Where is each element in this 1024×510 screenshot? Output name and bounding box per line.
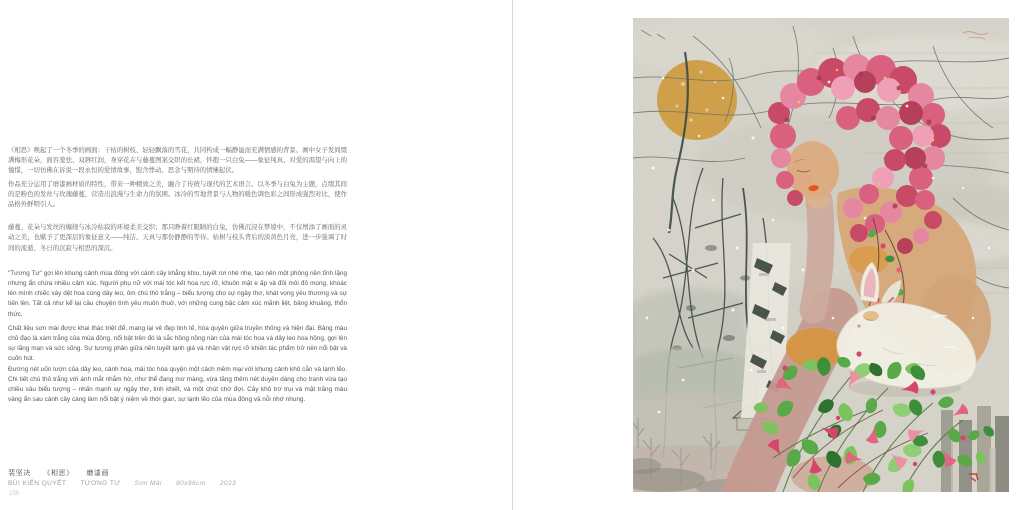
artwork-caption bbox=[8, 468, 248, 487]
paragraph-zh-1: 《相思》唤起了一个冬季的画面：干枯的树枝、轻轻飘落的雪花，共同构成一幅静谧而充满情感的背景。画中女子发间缀满梅形花朵，面容羞怯、双唇红润，身穿花卉与藤蔓图案交织的长裙，怀抱一只白兔——象征纯真、对爱的渴望与向上的憧憬，一切仿佛在诉说一段永恒的爱情故事，饱含悸动、思念与期待的情愫起伏。 bbox=[8, 147, 347, 175]
paragraph-vi-1: "Tương Tư" gợi lên khung cảnh mùa đông với cành cây khẳng khiu, tuyết rơi nhè nhẹ, tạo nên một phông nền tĩnh lặng nhưng ẩn chứa nhiều cảm xúc. Người phụ nữ với mái tóc kết hoa rực rỡ, khuôn mặt e ấp và đôi môi đỏ mọng, khoác lên mình chiếc váy dệt hoa cùng dây leo, ôm chú thỏ trắng – biểu tượng cho sự ngây thơ, khát vọng yêu thương và sự tiến lên. Tất cả như kể lại câu chuyện tình yêu muôn thuở, với những cung bậc cảm xúc mãnh liệt, bâng khuâng, thổn thức. bbox=[8, 269, 347, 318]
forearm bbox=[813, 200, 821, 310]
artwork-title-zh: 《相思》 bbox=[43, 470, 74, 477]
artwork-dimensions: 80x96cm bbox=[176, 480, 206, 487]
left-page-text-column bbox=[8, 146, 347, 405]
artwork-year: 2023 bbox=[219, 480, 237, 487]
paragraph-zh-2: 作品充分运用了磨漆画材质的特性，带来一种精致之美，融合了传统与现代的艺术语言。以冬季与白兔为主题，点缀其间的是粉色的发丝与玫瑰藤蔓，营造出浪漫与生命力的氛围。冰冷的雪地背景与人物的暖色调色彩之间形成强烈对比，使作品格外鲜明引人。 bbox=[8, 180, 347, 209]
paragraph-vi-3: Đường nét uốn lượn của dây leo, cành hoa, mái tóc hòa quyện một cách mềm mại với khung cảnh khô cằn và lạnh lẽo. Chi tiết chú thỏ trắng với ánh mắt nhắm hờ, như thể đang mơ màng, vừa tăng thêm nét duyên dáng cho tranh vừa tạo chiều sâu biểu tượng – nhấn mạnh sự ngây thơ, tinh khiết, và một chút chờ đợi. Cây khô trơ trụi và mặt trăng màu vàng ẩn sau cành cây càng làm nổi bật ý niệm về thời gian, sự lạnh lẽo của mùa đông và nỗi nhớ nhung. bbox=[8, 365, 347, 404]
painting-tuong-tu bbox=[633, 18, 1009, 492]
caption-line-zh bbox=[8, 468, 248, 478]
page-gutter-line bbox=[512, 0, 513, 510]
paragraph-zh-3: 藤蔓、花朵与发丝的缠绕与冰冷枯寂的环境柔美交织；那只睁着红眼睛的白兔，仿佛沉浸在梦境中，不仅增添了画面的灵动之美，也赋予了更深层的象征意义——纯洁、天真与那份静静的等待。枯树与枝头背后的淡黄色月亮，进一步强调了时间的流逝、冬日的沉寂与相思的深沉。 bbox=[8, 224, 347, 252]
artist-name-vi: BÙI KIẾN QUYẾT bbox=[8, 480, 67, 487]
artwork-title-vi: TƯƠNG TƯ bbox=[80, 480, 121, 487]
yellow-moon bbox=[657, 60, 737, 140]
medium-zh: 磨漆画 bbox=[86, 470, 110, 477]
paragraph-vi-2: Chất liệu sơn mài được khai thác triệt để, mang lại vẻ đẹp tinh tế, hòa quyện giữa truyền thống và hiện đại. Bảng màu chủ đạo là xám trắng của mùa đông, nổi bật trên đó là sắc hồng nồng nàn của mái tóc hoa và dây leo hoa hồng, gợi lên sự lãng mạn và sức sống. Sự tương phản giữa nền tuyết lạnh giá và nhân vật rực rỡ khiến tác phẩm trở nên nổi bật và cuốn hút. bbox=[8, 324, 347, 363]
caption-line-vi bbox=[8, 480, 248, 487]
medium-vi: Sơn Mài bbox=[134, 480, 162, 487]
painting-canvas bbox=[633, 18, 1009, 492]
page-number: 159 bbox=[9, 491, 20, 497]
artist-name-zh: 裴坚决 bbox=[8, 470, 31, 477]
